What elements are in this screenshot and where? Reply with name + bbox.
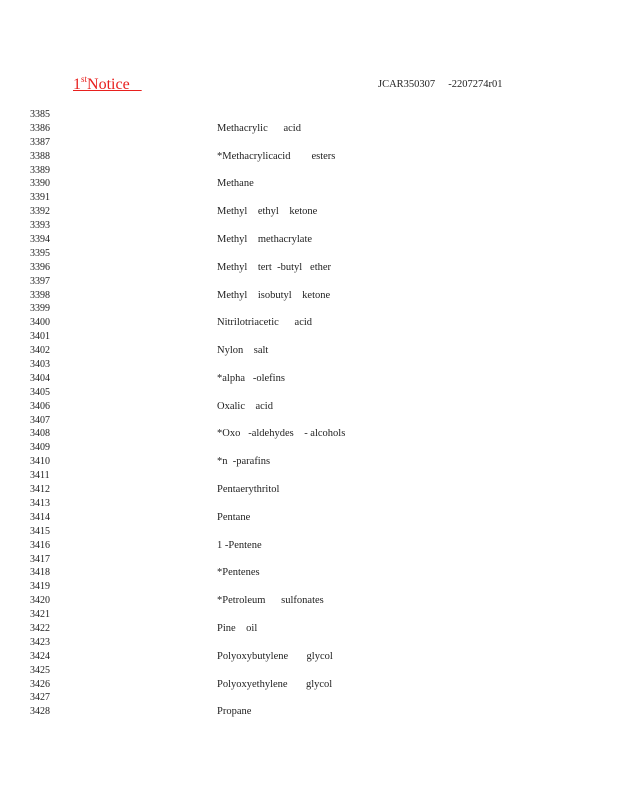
- numbered-line-list: [0, 108, 618, 719]
- chemical-entry: Methane: [217, 178, 254, 190]
- document-line: [0, 150, 618, 164]
- line-number: 3399: [30, 303, 50, 315]
- line-number: 3420: [30, 595, 50, 607]
- chemical-entry: Methyl ethyl ketone: [217, 206, 318, 218]
- chemical-entry: Pine oil: [217, 622, 258, 634]
- line-number: 3386: [30, 122, 50, 134]
- line-number: 3426: [30, 678, 50, 690]
- document-line: [0, 108, 618, 122]
- document-line: [0, 594, 618, 608]
- line-number: 3417: [30, 553, 50, 565]
- line-number: 3394: [30, 234, 50, 246]
- line-number: 3424: [30, 650, 50, 662]
- chemical-entry: Propane: [217, 706, 252, 718]
- notice-number: 1: [73, 76, 81, 93]
- document-line: [0, 636, 618, 650]
- document-line: [0, 372, 618, 386]
- document-line: [0, 261, 618, 275]
- line-number: 3411: [30, 470, 50, 482]
- document-line: [0, 247, 618, 261]
- line-number: 3425: [30, 664, 50, 676]
- line-number: 3414: [30, 511, 50, 523]
- document-line: [0, 525, 618, 539]
- document-line: [0, 358, 618, 372]
- line-number: 3427: [30, 692, 50, 704]
- line-number: 3412: [30, 484, 50, 496]
- line-number: 3409: [30, 442, 50, 454]
- chemical-entry: Nylon salt: [217, 345, 269, 357]
- document-line: [0, 441, 618, 455]
- page-header: [0, 72, 618, 98]
- chemical-entry: Methyl tert -butyl ether: [217, 261, 332, 273]
- document-id: JCAR350307 -2207274r01: [378, 79, 503, 90]
- line-number: 3415: [30, 525, 50, 537]
- chemical-entry: Pentaerythritol: [217, 484, 280, 496]
- document-line: [0, 553, 618, 567]
- chemical-entry: *Oxo -aldehydes - alcohols: [217, 428, 346, 440]
- line-number: 3408: [30, 428, 50, 440]
- chemical-entry: 1 -Pentene: [217, 539, 262, 551]
- document-line: [0, 136, 618, 150]
- document-line: [0, 205, 618, 219]
- chemical-entry: *Petroleum sulfonates: [217, 595, 324, 607]
- document-line: [0, 386, 618, 400]
- chemical-entry: Pentane: [217, 511, 251, 523]
- line-number: 3393: [30, 220, 50, 232]
- document-line: [0, 511, 618, 525]
- chemical-entry: Nitrilotriacetic acid: [217, 317, 313, 329]
- line-number: 3404: [30, 372, 50, 384]
- line-number: 3419: [30, 581, 50, 593]
- notice-ordinal-suffix: st: [81, 74, 88, 84]
- line-number: 3406: [30, 400, 50, 412]
- notice-label: Notice: [87, 76, 142, 93]
- chemical-entry: Oxalic acid: [217, 400, 273, 412]
- line-number: 3422: [30, 622, 50, 634]
- document-line: [0, 344, 618, 358]
- document-line: [0, 400, 618, 414]
- document-line: [0, 566, 618, 580]
- document-line: [0, 219, 618, 233]
- line-number: 3407: [30, 414, 50, 426]
- chemical-entry: Polyoxybutylene glycol: [217, 650, 333, 662]
- document-line: [0, 414, 618, 428]
- document-line: [0, 650, 618, 664]
- document-line: [0, 455, 618, 469]
- line-number: 3397: [30, 275, 50, 287]
- line-number: 3395: [30, 247, 50, 259]
- document-line: [0, 664, 618, 678]
- document-line: [0, 275, 618, 289]
- line-number: 3391: [30, 192, 50, 204]
- line-number: 3396: [30, 261, 50, 273]
- line-number: 3418: [30, 567, 50, 579]
- line-number: 3405: [30, 386, 50, 398]
- document-line: [0, 316, 618, 330]
- chemical-entry: *n -parafins: [217, 456, 271, 468]
- line-number: 3410: [30, 456, 50, 468]
- line-number: 3421: [30, 609, 50, 621]
- line-number: 3401: [30, 331, 50, 343]
- line-number: 3413: [30, 497, 50, 509]
- line-number: 3389: [30, 164, 50, 176]
- line-number: 3428: [30, 706, 50, 718]
- document-line: [0, 177, 618, 191]
- line-number: 3385: [30, 109, 50, 120]
- document-line: [0, 330, 618, 344]
- document-line: [0, 705, 618, 719]
- document-line: [0, 191, 618, 205]
- line-number: 3403: [30, 359, 50, 371]
- line-number: 3388: [30, 150, 50, 162]
- line-number: 3416: [30, 539, 50, 551]
- document-line: [0, 233, 618, 247]
- document-line: [0, 483, 618, 497]
- document-line: [0, 122, 618, 136]
- line-number: 3402: [30, 345, 50, 357]
- document-line: [0, 302, 618, 316]
- line-number: 3398: [30, 289, 50, 301]
- chemical-entry: Methacrylic acid: [217, 122, 301, 134]
- document-line: [0, 539, 618, 553]
- chemical-entry: *Methacrylicacid esters: [217, 150, 336, 162]
- line-number: 3392: [30, 206, 50, 218]
- document-line: [0, 622, 618, 636]
- document-line: [0, 289, 618, 303]
- document-line: [0, 469, 618, 483]
- document-line: [0, 691, 618, 705]
- line-number: 3390: [30, 178, 50, 190]
- chemical-entry: *alpha -olefins: [217, 372, 285, 384]
- chemical-entry: Methyl isobutyl ketone: [217, 289, 331, 301]
- document-line: [0, 427, 618, 441]
- line-number: 3400: [30, 317, 50, 329]
- document-line: [0, 164, 618, 178]
- line-number: 3423: [30, 636, 50, 648]
- line-number: 3387: [30, 136, 50, 148]
- document-line: [0, 497, 618, 511]
- chemical-entry: Methyl methacrylate: [217, 234, 313, 246]
- document-line: [0, 678, 618, 692]
- chemical-entry: *Pentenes: [217, 567, 260, 579]
- chemical-entry: Polyoxyethylene glycol: [217, 678, 333, 690]
- document-line: [0, 608, 618, 622]
- notice-heading: [73, 74, 142, 94]
- document-line: [0, 580, 618, 594]
